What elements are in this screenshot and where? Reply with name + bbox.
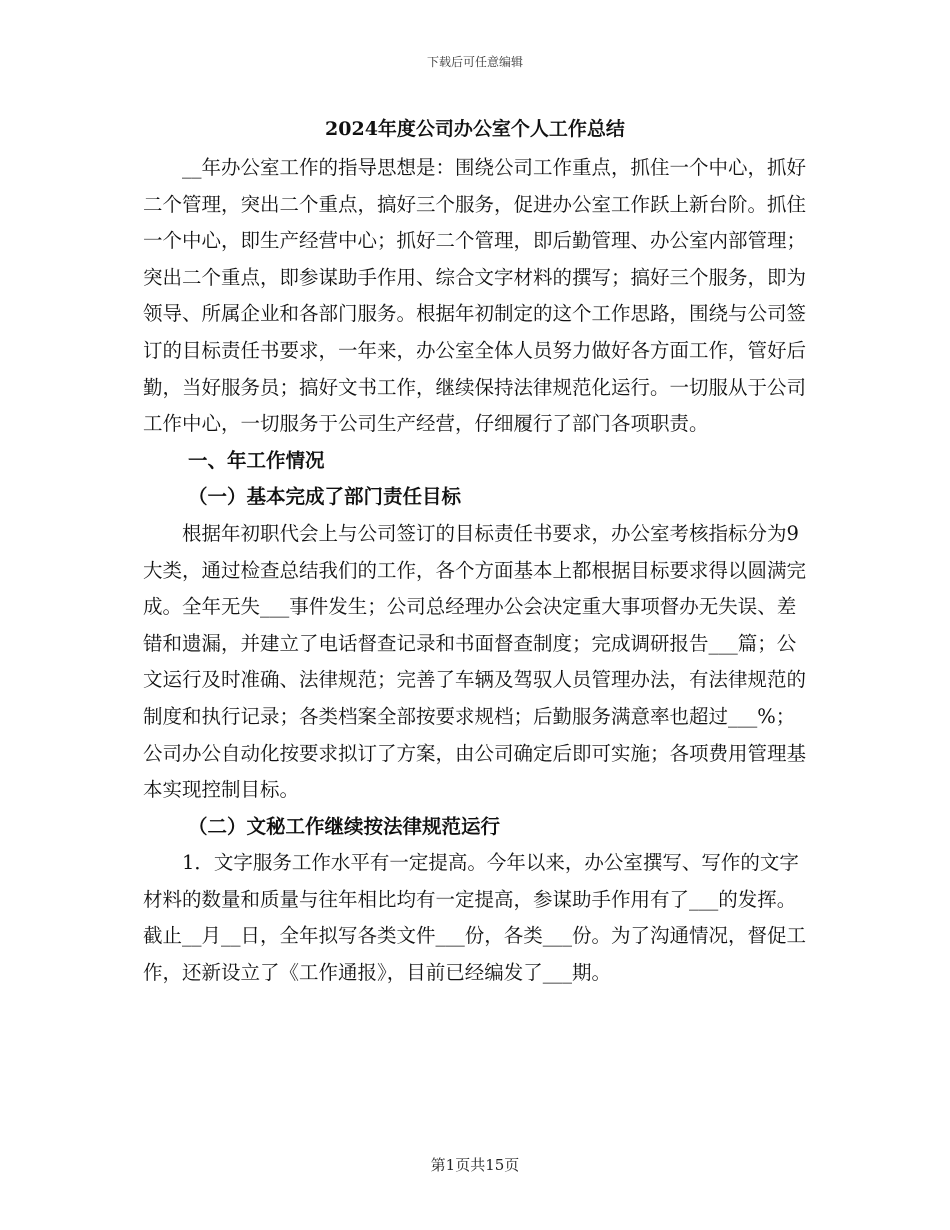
paragraph-targets: 根据年初职代会上与公司签订的目标责任书要求，办公室考核指标分为9大类，通过检查总结我们的工作，各个方面基本上都根据目标要求得以圆满完成。全年无失___事件发生；公司总经理办公会决定重大事项督办无失误、差错和遗漏，并建立了电话督查记录和书面督查制度；完成调研报告___篇；公文运行及时准确、法律规范；完善了车辆及驾驭人员管理办法，有法律规范的制度和执行记录；各类档案全部按要求规档；后勤服务满意率也超过___%；公司办公自动化按要求拟订了方案，由公司确定后即可实施；各项费用管理基本实现控制目标。 [143,521,807,802]
document-title: 2024年度公司办公室个人工作总结 [325,118,625,140]
subsection-heading-secretarial: （二）文秘工作继续按法律规范运行 [188,814,501,838]
paragraph-writing-service: 1．文字服务工作水平有一定提高。今年以来，办公室撰写、写作的文字材料的数量和质量与往年相比均有一定提高，参谋助手作用有了___的发挥。截止__月__日，全年拟写各类文件___份，各类___份。为了沟通情况，督促工作，还新设立了《工作通报》，目前已经编发了___期。 [143,851,807,985]
section-heading-work-status: 一、年工作情况 [188,448,325,472]
paragraph-intro: __年办公室工作的指导思想是：围绕公司工作重点，抓住一个中心，抓好二个管理，突出二个重点，搞好三个服务，促进办公室工作跃上新台阶。抓住一个中心，即生产经营中心；抓好二个管理，即后勤管理、办公室内部管理；突出二个重点，即参谋助手作用、综合文字材料的撰写；搞好三个服务，即为领导、所属企业和各部门服务。根据年初制定的这个工作思路，围绕与公司签订的目标责任书要求，一年来，办公室全体人员努力做好各方面工作，管好后勤，当好服务员；搞好文书工作，继续保持法律规范化运行。一切服从于公司工作中心，一切服务于公司生产经营，仔细履行了部门各项职责。 [143,156,807,436]
document-body [143,150,813,992]
page-number: 第1页共15页 [430,1156,520,1174]
subsection-heading-targets: （一）基本完成了部门责任目标 [188,485,462,509]
page-header-note: 下载后可任意编辑 [426,55,523,69]
